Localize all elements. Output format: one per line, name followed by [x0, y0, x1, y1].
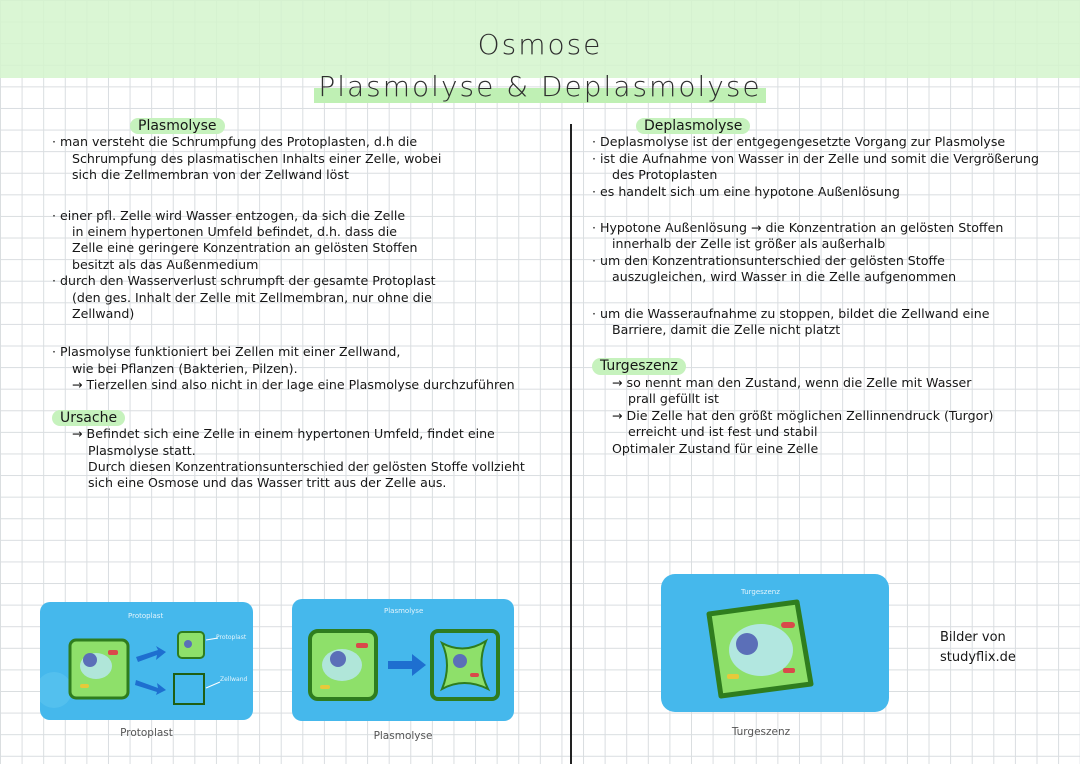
- left-line: (den ges. Inhalt der Zelle mit Zellmembran, nur ohne die: [72, 289, 432, 305]
- left-line: → Tierzellen sind also nicht in der lage eine Plasmolyse durchzuführen: [72, 377, 515, 393]
- left-line: · einer pfl. Zelle wird Wasser entzogen, da sich die Zelle: [52, 207, 406, 223]
- right-line: des Protoplasten: [612, 167, 718, 183]
- page-subtitle: [0, 70, 1080, 103]
- right-line: Barriere, damit die Zelle nicht platzt: [612, 322, 841, 338]
- right-column: [592, 118, 1062, 457]
- fig3-caption: Turgeszenz: [731, 726, 791, 738]
- left-line: · durch den Wasserverlust schrumpft der gesamte Protoplast: [52, 273, 436, 289]
- figure-turgeszenz: [661, 574, 889, 712]
- plasmolyse-illustration: [292, 599, 514, 721]
- right-line: · es handelt sich um eine hypotone Außenlösung: [592, 183, 900, 199]
- turgeszenz-heading: Turgeszenz: [592, 358, 686, 374]
- deplasmolyse-heading: Deplasmolyse: [636, 118, 750, 134]
- fig1-caption: Protoplast: [120, 727, 173, 739]
- left-line: besitzt als das Außenmedium: [72, 256, 259, 272]
- figure-protoplast: [40, 602, 253, 720]
- ursache-heading: Ursache: [52, 410, 125, 426]
- left-line: sich die Zellmembran von der Zellwand löst: [72, 167, 349, 183]
- right-line: erreicht und ist fest und stabil: [628, 424, 818, 440]
- credit-line: Bilder von: [940, 630, 1006, 645]
- left-line: · Plasmolyse funktioniert bei Zellen mit einer Zellwand,: [52, 344, 401, 360]
- plasmolyse-heading: Plasmolyse: [130, 118, 225, 134]
- right-line: innerhalb der Zelle ist größer als außerhalb: [612, 236, 886, 252]
- column-divider: [570, 124, 572, 764]
- right-line: · um die Wasseraufnahme zu stoppen, bildet die Zellwand eine: [592, 305, 990, 321]
- fig1-tag-protoplast: Protoplast: [216, 634, 247, 641]
- left-line: Schrumpfung des plasmatischen Inhalts einer Zelle, wobei: [72, 150, 442, 166]
- right-line: · um den Konzentrationsunterschied der gelösten Stoffe: [592, 252, 945, 268]
- right-line: · Hypotone Außenlösung → die Konzentration an gelösten Stoffen: [592, 220, 1004, 236]
- left-line: Zellwand): [72, 306, 135, 322]
- right-line: auszugleichen, wird Wasser in die Zelle aufgenommen: [612, 269, 957, 285]
- right-line: → so nennt man den Zustand, wenn die Zelle mit Wasser: [612, 374, 972, 390]
- right-line: Optimaler Zustand für eine Zelle: [612, 440, 819, 456]
- fig3-label: Turgeszenz: [741, 588, 780, 596]
- left-column: [52, 118, 567, 492]
- page-title: Osmose: [477, 28, 603, 61]
- image-credit: [940, 628, 1016, 668]
- fig2-caption: Plasmolyse: [373, 730, 433, 742]
- fig1-label: Protoplast: [128, 612, 164, 620]
- left-line: Zelle eine geringere Konzentration an gelösten Stoffen: [72, 240, 418, 256]
- right-line: → Die Zelle hat den größt möglichen Zellinnendruck (Turgor): [612, 407, 994, 423]
- subtitle-text: Plasmolyse & Deplasmolyse: [314, 70, 765, 103]
- right-line: · Deplasmolyse ist der entgegengesetzte Vorgang zur Plasmolyse: [592, 134, 1006, 150]
- credit-line: studyflix.de: [940, 650, 1016, 665]
- left-line: → Befindet sich eine Zelle in einem hypertonen Umfeld, findet eine: [72, 426, 495, 442]
- figure-plasmolyse: [292, 599, 514, 721]
- fig2-label: Plasmolyse: [384, 607, 424, 615]
- left-line: in einem hypertonen Umfeld befindet, d.h. dass die: [72, 224, 398, 240]
- right-line: · ist die Aufnahme von Wasser in der Zelle und somit die Vergrößerung: [592, 150, 1040, 166]
- fig1-tag-zellwand: Zellwand: [220, 676, 248, 683]
- left-line: Plasmolyse statt.: [88, 442, 196, 458]
- left-line: · man versteht die Schrumpfung des Protoplasten, d.h die: [52, 134, 418, 150]
- left-line: Durch diesen Konzentrationsunterschied der gelösten Stoffe vollzieht: [88, 458, 525, 474]
- left-line: wie bei Pflanzen (Bakterien, Pilzen).: [72, 360, 298, 376]
- left-line: sich eine Osmose und das Wasser tritt aus der Zelle aus.: [88, 475, 447, 491]
- right-line: prall gefüllt ist: [628, 391, 719, 407]
